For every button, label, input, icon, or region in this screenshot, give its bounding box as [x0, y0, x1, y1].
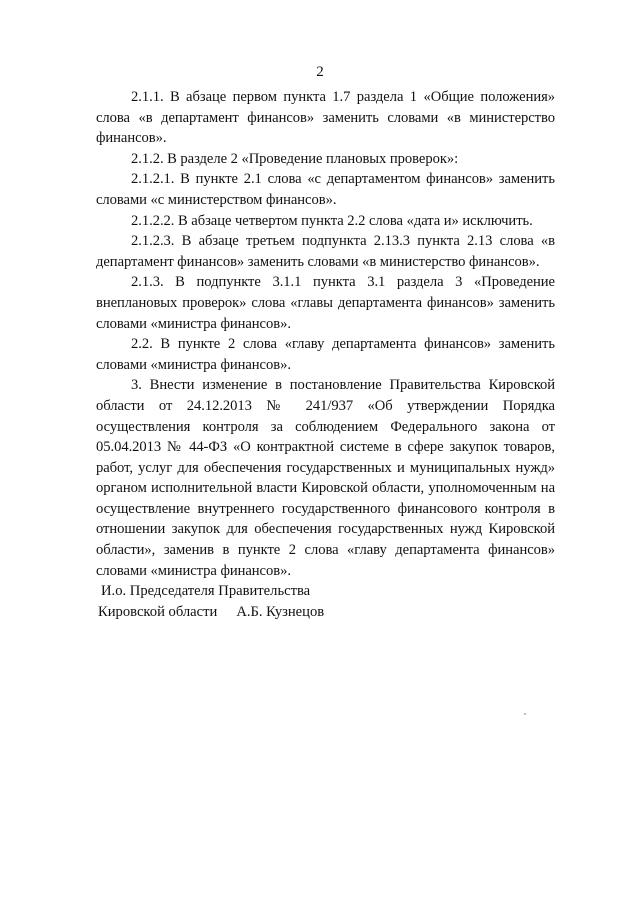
signatory-position-line2-row [98, 602, 324, 623]
paragraph-2-1-2-3: 2.1.2.3. В абзаце третьем подпункта 2.13.3 пункта 2.13 слова «в департамент финансов» заменить словами «в министерство финансов». [96, 233, 555, 270]
scan-speck [524, 713, 526, 715]
paragraph-2-1-3: 2.1.3. В подпункте 3.1.1 пункта 3.1 раздела 3 «Проведение внеплановых проверок» слова «главы департамента финансов» заменить словами «министра финансов». [96, 274, 555, 332]
paragraph-2-1-2-1: 2.1.2.1. В пункте 2.1 слова «с департаментом финансов» заменить словами «с министерством финансов». [96, 171, 555, 208]
page-number: 2 [316, 64, 324, 80]
document-body [96, 87, 555, 581]
signatory-position-line1: И.о. Председателя Правительства [101, 583, 311, 599]
paragraph-3: 3. Внести изменение в постановление Правительства Кировской области от 24.12.2013 № 241/937 «Об утверждении Порядка осуществления контроля за соблюдением Федерального закона от 05.04.2013 № 44-ФЗ «О контрактной системе в сфере закупок товаров, работ, услуг для обеспечения государственных и муниципальных нужд» органом исполнительной власти Кировской области, уполномоченным на осуществление внутреннего государственного финансового контроля в отношении закупок для обеспечения государственных нужд Кировской области», заменив в пункте 2 слова «главу департамента финансов» словами «министра финансов». [96, 377, 555, 579]
paragraph-2-2: 2.2. В пункте 2 слова «главу департамента финансов» заменить словами «министра финансов». [96, 336, 555, 373]
signature-block [98, 581, 324, 622]
signatory-name: А.Б. Кузнецов [236, 603, 325, 620]
paragraph-2-1-1: 2.1.1. В абзаце первом пункта 1.7 раздела 1 «Общие положения» слова «в департамент финансов» заменить словами «в министерство финансов». [96, 89, 555, 147]
paragraph-2-1-2: 2.1.2. В разделе 2 «Проведение плановых проверок»: [131, 150, 459, 167]
paragraph-2-1-2-2: 2.1.2.2. В абзаце четвертом пункта 2.2 слова «дата и» исключить. [131, 212, 533, 229]
signatory-position-line2: Кировской области [98, 603, 218, 620]
